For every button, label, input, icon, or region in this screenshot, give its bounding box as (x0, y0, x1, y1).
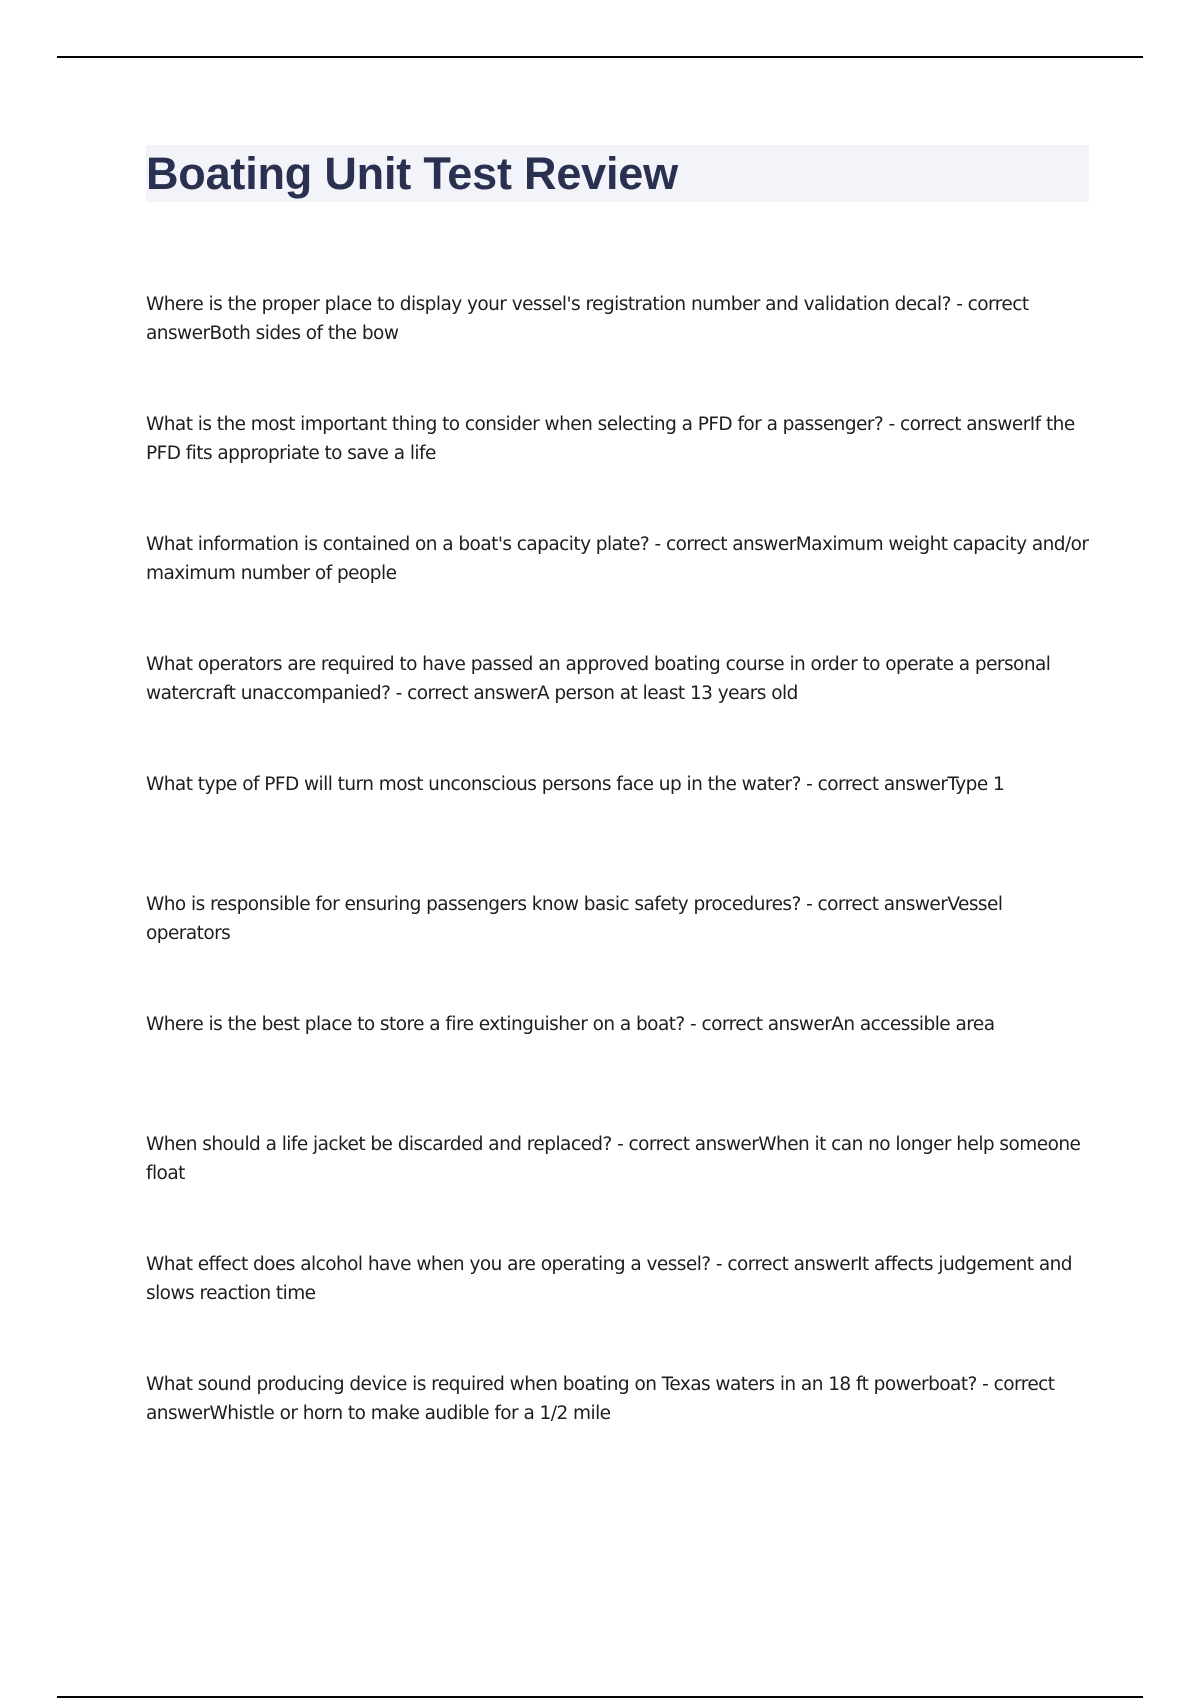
qa-item: Who is responsible for ensuring passengers know basic safety procedures? - correct answerVessel operators (146, 894, 1003, 944)
qa-item: Where is the best place to store a fire extinguisher on a boat? - correct answerAn accessible area (146, 1014, 995, 1035)
bottom-rule (57, 1696, 1143, 1698)
document-title: Boating Unit Test Review (146, 148, 678, 199)
qa-item: What is the most important thing to consider when selecting a PFD for a passenger? - correct answerIf the PFD fits appropriate to save a life (146, 414, 1075, 464)
qa-item: When should a life jacket be discarded and replaced? - correct answerWhen it can no longer help someone float (146, 1134, 1081, 1184)
qa-item: What effect does alcohol have when you are operating a vessel? - correct answerIt affects judgement and slows reaction time (146, 1254, 1073, 1304)
qa-item: What type of PFD will turn most unconscious persons face up in the water? - correct answerType 1 (146, 774, 1005, 795)
top-rule (57, 56, 1143, 58)
qa-list (146, 290, 1091, 1490)
qa-item: What sound producing device is required when boating on Texas waters in an 18 ft powerboat? - correct answerWhistle or horn to make audible for a 1/2 mile (146, 1374, 1055, 1424)
qa-item: What operators are required to have passed an approved boating course in order to operate a personal watercraft unaccompanied? - correct answerA person at least 13 years old (146, 654, 1051, 704)
qa-item: What information is contained on a boat's capacity plate? - correct answerMaximum weight capacity and/or maximum number of people (146, 534, 1089, 584)
qa-item: Where is the proper place to display your vessel's registration number and validation decal? - correct answerBoth sides of the bow (146, 294, 1029, 344)
